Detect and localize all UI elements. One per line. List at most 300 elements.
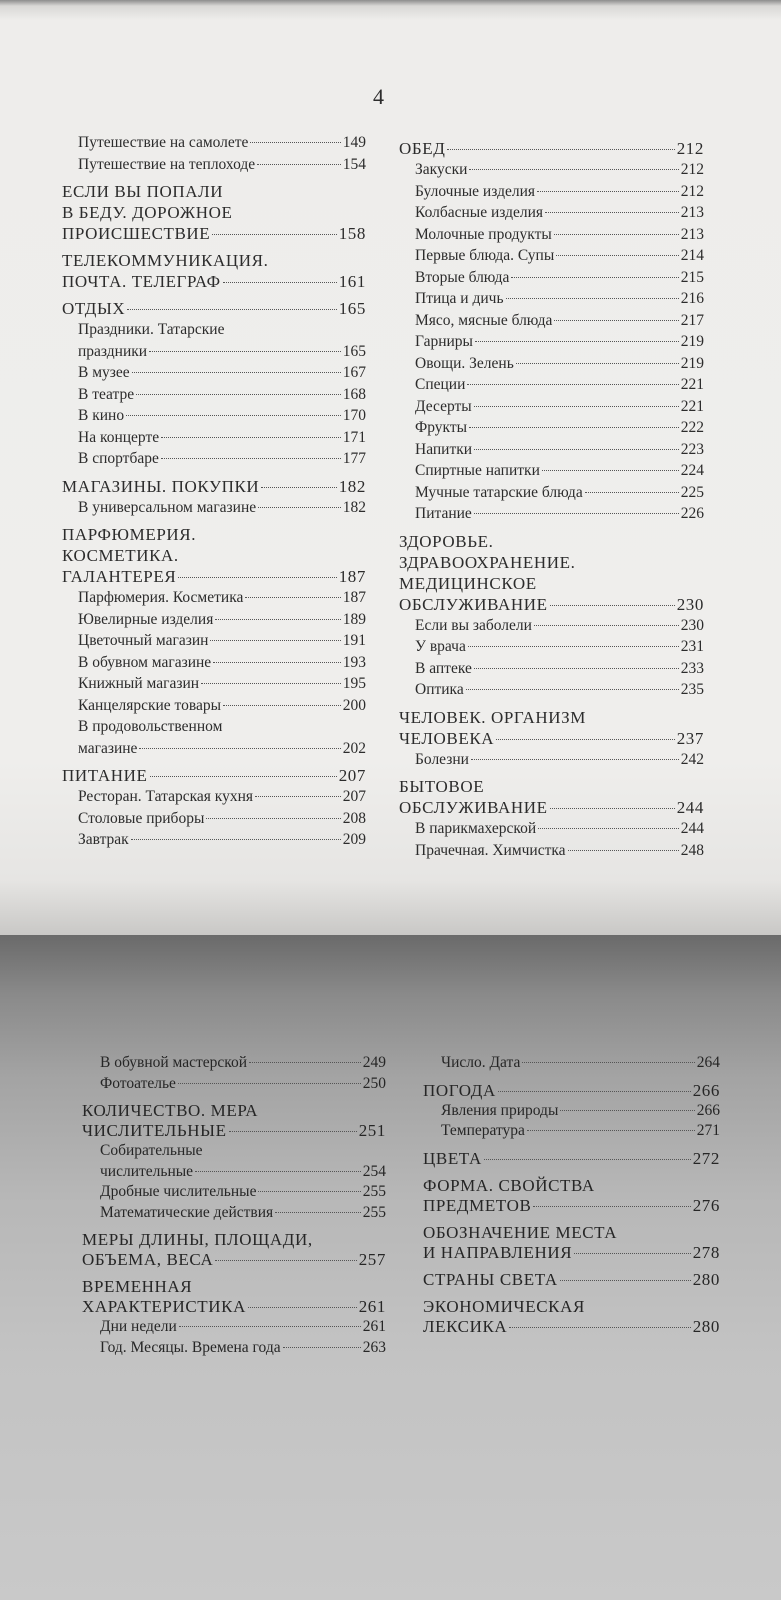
dot-leader [468, 646, 679, 647]
dot-leader [474, 668, 679, 669]
bottom-page [0, 935, 781, 1600]
dot-leader [554, 234, 679, 235]
toc-subsection [62, 319, 366, 362]
dot-leader [179, 1326, 361, 1327]
dot-leader [533, 1206, 690, 1207]
dot-leader [516, 363, 679, 364]
toc-entry-row [100, 1203, 386, 1224]
page-ref: 202 [342, 739, 366, 757]
toc-section [82, 1101, 386, 1141]
entry-title: Вторые блюда [415, 268, 510, 286]
page-ref: 207 [338, 766, 366, 785]
toc-subsection [399, 417, 704, 439]
entry-title: Первые блюда. Супы [415, 247, 555, 264]
entry-title: Если вы заболели [415, 616, 532, 634]
dot-leader [215, 1260, 356, 1261]
toc-subsection [399, 310, 704, 332]
entry-title: Гарниры [415, 333, 473, 350]
toc-subsection [399, 636, 704, 658]
entry-title: ОБЪЕМА, ВЕСА [82, 1250, 214, 1269]
page-ref: 207 [342, 788, 366, 805]
dot-leader [474, 513, 679, 514]
toc-entry-row [78, 587, 366, 609]
dot-leader [229, 1131, 357, 1132]
dot-leader [132, 372, 341, 373]
toc-section [423, 1081, 720, 1101]
toc-subsection [399, 159, 704, 181]
page-ref: 195 [342, 675, 366, 692]
entry-title-line: В продовольственном [78, 718, 223, 735]
page-ref: 230 [680, 616, 704, 634]
entry-title: ОБСЛУЖИВАНИЕ [399, 798, 548, 817]
entry-title: Фрукты [415, 419, 468, 436]
page-ref: 213 [680, 225, 704, 243]
entry-title: ПИТАНИЕ [62, 766, 148, 785]
entry-title: Книжный магазин [78, 675, 200, 692]
entry-title: Птица и дичь [415, 290, 504, 307]
page-ref: 223 [680, 440, 704, 458]
entry-title: В аптеке [415, 659, 472, 677]
page-ref: 255 [362, 1203, 386, 1221]
dot-leader [469, 427, 679, 428]
toc-subsection [423, 1101, 720, 1122]
dot-leader [550, 808, 675, 809]
dot-leader [568, 850, 679, 851]
dot-leader [560, 1110, 694, 1111]
toc-entry-row [78, 808, 366, 830]
dot-leader [585, 492, 679, 493]
toc-section [62, 298, 366, 319]
toc-entry-row [78, 786, 366, 808]
entry-title: Прачечная. Химчистка [415, 841, 566, 859]
entry-title: Фотоателье [100, 1074, 176, 1092]
entry-title: ОБЕД [399, 139, 446, 158]
entry-title: В универсальном магазине [78, 498, 257, 516]
dot-leader [206, 818, 340, 819]
entry-title: Оптика [415, 681, 464, 698]
toc-subsection [82, 1203, 386, 1224]
page-ref: 233 [680, 659, 704, 677]
page-ref: 168 [342, 385, 366, 403]
page-ref: 261 [362, 1318, 386, 1335]
toc-subsection [62, 609, 366, 631]
entry-title: Ресторан. Татарская кухня [78, 788, 254, 805]
toc-entry-row [423, 1196, 720, 1216]
entry-title: Болезни [415, 750, 469, 768]
dot-leader [475, 341, 679, 342]
toc-entry-row [415, 482, 704, 504]
entry-title-line: ОБОЗНАЧЕНИЕ МЕСТА [423, 1222, 618, 1242]
toc-entry-row [78, 154, 366, 176]
page-ref: 226 [680, 505, 704, 522]
entry-title-line: Праздники. Татарские [78, 321, 225, 338]
entry-title-line: МЕРЫ ДЛИНЫ, ПЛОЩАДИ, [82, 1230, 313, 1249]
dot-leader [527, 1130, 695, 1131]
dot-leader [466, 689, 679, 690]
page-ref: 187 [338, 567, 366, 586]
dot-leader [127, 309, 336, 310]
entry-title: И НАПРАВЛЕНИЯ [423, 1242, 573, 1262]
toc-entry-row [415, 840, 704, 862]
page-number: 4 [373, 84, 384, 109]
toc-subsection [399, 267, 704, 289]
dot-leader [257, 164, 341, 165]
page-ref: 244 [676, 798, 704, 817]
dot-leader [511, 277, 678, 278]
entry-title: ЧИСЛИТЕЛЬНЫЕ [82, 1121, 227, 1140]
toc-entry-row [415, 288, 704, 310]
page-ref: 221 [680, 376, 704, 393]
page-ref: 165 [338, 299, 366, 318]
toc-entry-row [399, 797, 704, 818]
toc-subsection [62, 427, 366, 449]
toc-column-top-right [399, 132, 704, 861]
toc-entry-row [415, 331, 704, 353]
entry-title: Математические действия [100, 1203, 274, 1221]
toc-subsection [399, 460, 704, 482]
toc-entry-row [78, 829, 366, 851]
page-ref: 187 [342, 589, 366, 606]
entry-title: Молочные продукты [415, 225, 552, 243]
page-ref: 261 [358, 1297, 386, 1316]
toc-entry-row [82, 1250, 386, 1270]
toc-subsection [399, 818, 704, 840]
page-ref: 208 [342, 809, 366, 827]
entry-title: СТРАНЫ СВЕТА [423, 1269, 558, 1289]
toc-subsection [62, 695, 366, 717]
entry-title: ПРЕДМЕТОВ [423, 1195, 532, 1215]
dot-leader [201, 683, 341, 684]
page-ref: 217 [680, 311, 704, 329]
page-ref: 264 [696, 1054, 720, 1071]
toc-subsection [62, 587, 366, 609]
toc-entry-row [78, 384, 366, 406]
page-ref: 280 [692, 1269, 720, 1289]
dot-leader [248, 1307, 357, 1308]
dot-leader [574, 1253, 690, 1254]
entry-title: У врача [415, 638, 466, 655]
dot-leader [215, 619, 340, 620]
toc-subsection [62, 716, 366, 759]
toc-subsection [399, 331, 704, 353]
page-ref: 182 [342, 498, 366, 516]
dot-leader [195, 1171, 361, 1172]
dot-leader [139, 748, 340, 749]
entry-title: Ювелирные изделия [78, 610, 214, 628]
entry-title-line: ЭКОНОМИЧЕСКАЯ [423, 1296, 585, 1316]
page-ref: 235 [680, 681, 704, 698]
toc-entry-row [399, 138, 704, 159]
toc-subsection [62, 829, 366, 851]
toc-entry-row [415, 460, 704, 482]
page-ref: 242 [680, 750, 704, 768]
entry-title-line: В БЕДУ. ДОРОЖНОЕ [62, 203, 233, 222]
dot-leader [223, 705, 341, 706]
page-ref: 221 [680, 397, 704, 415]
page-ref: 248 [680, 841, 704, 859]
page-ref: 216 [680, 290, 704, 307]
entry-title: Год. Месяцы. Времена года [100, 1338, 281, 1356]
toc-entry-row [78, 673, 366, 695]
toc-section [399, 138, 704, 159]
toc-entry-row [62, 566, 366, 587]
entry-title: ЛЕКСИКА [423, 1316, 508, 1336]
toc-subsection [62, 384, 366, 406]
page-ref: 244 [680, 820, 704, 837]
page-ref: 219 [680, 333, 704, 350]
page-ref: 276 [692, 1195, 720, 1215]
page-ref: 212 [680, 161, 704, 178]
toc-entry-row [100, 1074, 386, 1095]
entry-title-line: ВРЕМЕННАЯ [82, 1277, 193, 1296]
page-ref: 271 [696, 1122, 720, 1139]
toc-entry-row [415, 658, 704, 680]
dot-leader [522, 1062, 694, 1063]
toc-subsection [82, 1074, 386, 1095]
toc-subsection [399, 658, 704, 680]
toc-entry-row [415, 353, 704, 375]
toc-entry-row [78, 497, 366, 519]
toc-section [399, 776, 704, 818]
dot-leader [149, 351, 341, 352]
toc-entry-row [415, 636, 704, 658]
toc-section [399, 531, 704, 615]
toc-column-bottom-right [423, 1053, 720, 1337]
toc-subsection [399, 245, 704, 267]
page-ref: 165 [342, 342, 366, 360]
entry-title: В обувной мастерской [100, 1054, 248, 1071]
dot-leader [538, 828, 679, 829]
dot-leader [150, 776, 337, 777]
toc-subsection [399, 439, 704, 461]
toc-entry-row [399, 728, 704, 749]
page-ref: 209 [342, 831, 366, 848]
toc-section [62, 476, 366, 497]
entry-title: магазине [78, 739, 138, 757]
toc-subsection [399, 840, 704, 862]
dot-leader [447, 149, 674, 150]
toc-entry-row [415, 679, 704, 701]
page-ref: 182 [338, 476, 366, 496]
entry-title: Специи [415, 376, 466, 393]
toc-entry-row [62, 765, 366, 786]
page-ref: 278 [692, 1242, 720, 1262]
entry-title: Завтрак [78, 831, 129, 848]
toc-subsection [62, 786, 366, 808]
dot-leader [245, 597, 340, 598]
toc-section [423, 1176, 720, 1216]
page-ref: 266 [692, 1080, 720, 1100]
toc-subsection [399, 679, 704, 701]
toc-entry-row [399, 594, 704, 615]
toc-entry-row [441, 1053, 720, 1074]
toc-subsection [399, 224, 704, 246]
page-ref: 257 [358, 1250, 386, 1269]
toc-entry-row [415, 310, 704, 332]
dot-leader [469, 169, 678, 170]
dot-leader [542, 470, 679, 471]
page-ref: 167 [342, 364, 366, 381]
toc-section [62, 250, 366, 292]
dot-leader [261, 487, 336, 488]
entry-title-line: Собирательные [100, 1142, 203, 1159]
entry-title: ОБСЛУЖИВАНИЕ [399, 594, 548, 614]
toc-subsection [62, 652, 366, 674]
toc-section [62, 181, 366, 244]
toc-entry-row [78, 630, 366, 652]
dot-leader [498, 1091, 691, 1092]
dot-leader [178, 577, 336, 578]
dot-leader [161, 437, 341, 438]
toc-subsection [399, 615, 704, 637]
toc-entry-row [423, 1317, 720, 1337]
page-ref: 212 [676, 139, 704, 158]
entry-title: ХАРАКТЕРИСТИКА [82, 1297, 246, 1316]
toc-subsection [399, 749, 704, 771]
toc-subsection [82, 1317, 386, 1338]
dot-leader [534, 625, 679, 626]
toc-section [423, 1270, 720, 1290]
page-ref: 191 [342, 632, 366, 649]
toc-entry-row [415, 417, 704, 439]
toc-entry-row [415, 439, 704, 461]
page-ref: 251 [358, 1121, 386, 1140]
toc-section [82, 1277, 386, 1317]
toc-subsection [62, 132, 366, 154]
toc-subsection [399, 482, 704, 504]
toc-subsection [399, 181, 704, 203]
entry-title: МАГАЗИНЫ. ПОКУПКИ [62, 476, 260, 496]
toc-subsection [62, 630, 366, 652]
page-ref: 230 [676, 594, 704, 614]
toc-entry-row [82, 1297, 386, 1317]
toc-entry-row [62, 298, 366, 319]
entry-title: Число. Дата [441, 1054, 521, 1071]
dot-leader [212, 234, 336, 235]
entry-title: ГАЛАНТЕРЕЯ [62, 567, 177, 586]
toc-entry-row [100, 1317, 386, 1338]
page-ref: 170 [342, 407, 366, 424]
entry-title: Путешествие на теплоходе [78, 155, 256, 173]
page-ref: 219 [680, 354, 704, 372]
toc-subsection [399, 288, 704, 310]
dot-leader [213, 662, 341, 663]
page-ref: 213 [680, 204, 704, 221]
toc-section [62, 524, 366, 587]
entry-title-line: ФОРМА. СВОЙСТВА [423, 1175, 595, 1195]
toc-entry-row [415, 396, 704, 418]
toc-entry-row [423, 1081, 720, 1101]
toc-subsection [399, 353, 704, 375]
entry-title-line: КОЛИЧЕСТВО. МЕРА [82, 1101, 259, 1120]
toc-subsection [399, 202, 704, 224]
toc-entry-row [441, 1121, 720, 1142]
dot-leader [161, 458, 341, 459]
toc-section [399, 707, 704, 749]
dot-leader [509, 1327, 690, 1328]
dot-leader [210, 640, 340, 641]
entry-title: В спортбаре [78, 450, 159, 467]
dot-leader [545, 212, 679, 213]
entry-title: Дни недели [100, 1318, 177, 1335]
entry-title-line: ЗДРАВООХРАНЕНИЕ. [399, 552, 576, 572]
page-ref: 237 [676, 728, 704, 748]
toc-entry-row [62, 476, 366, 497]
entry-title-line: ТЕЛЕКОММУНИКАЦИЯ. [62, 251, 269, 270]
page-ref: 215 [680, 268, 704, 286]
toc-entry-row [423, 1149, 720, 1169]
entry-title: В музее [78, 364, 130, 381]
page-ref: 272 [692, 1148, 720, 1168]
page-ref: 154 [342, 155, 366, 173]
toc-column-bottom-left [82, 1053, 386, 1358]
toc-subsection [62, 362, 366, 384]
entry-title: На концерте [78, 428, 160, 446]
toc-entry-row [62, 223, 366, 244]
entry-title: Дробные числительные [100, 1183, 257, 1200]
entry-title: ПОЧТА. ТЕЛЕГРАФ [62, 272, 221, 291]
toc-section [423, 1297, 720, 1337]
entry-title: Явления природы [441, 1101, 559, 1119]
toc-entry-row [78, 738, 366, 760]
entry-title: Десерты [415, 397, 472, 415]
toc-entry-row [100, 1338, 386, 1359]
toc-entry-row [78, 132, 366, 154]
dot-leader [178, 1083, 361, 1084]
entry-title: ОТДЫХ [62, 299, 126, 318]
dot-leader [126, 415, 341, 416]
page-ref: 189 [342, 610, 366, 628]
dot-leader [258, 507, 341, 508]
page-ref: 200 [342, 696, 366, 714]
page-ref: 212 [680, 182, 704, 200]
entry-title: Мучные татарские блюда [415, 483, 583, 501]
toc-entry-row [78, 695, 366, 717]
toc-section [423, 1223, 720, 1263]
toc-entry-row [78, 652, 366, 674]
entry-title: В обувном магазине [78, 653, 212, 671]
page-ref: 249 [362, 1054, 386, 1071]
dot-leader [471, 759, 679, 760]
page-ref: 263 [362, 1338, 386, 1356]
toc-subsection [399, 396, 704, 418]
page-ref: 280 [692, 1316, 720, 1336]
page-ref: 224 [680, 462, 704, 479]
dot-leader [255, 796, 341, 797]
page-ref: 254 [362, 1162, 386, 1180]
entry-title-line: ЧЕЛОВЕК. ОРГАНИЗМ [399, 707, 586, 727]
entry-title: Питание [415, 505, 472, 522]
dot-leader [131, 839, 341, 840]
dot-leader [223, 282, 337, 283]
entry-title: В кино [78, 407, 125, 424]
entry-title: ЦВЕТА [423, 1148, 482, 1168]
toc-subsection [82, 1141, 386, 1182]
toc-subsection [62, 154, 366, 176]
toc-entry-row [78, 341, 366, 363]
dot-leader [506, 298, 679, 299]
dot-leader [537, 191, 679, 192]
entry-title: В театре [78, 385, 135, 403]
entry-title: ПРОИСШЕСТВИЕ [62, 224, 211, 243]
entry-title: ПОГОДА [423, 1080, 496, 1100]
page-ref: 171 [342, 428, 366, 446]
toc-entry-row [415, 615, 704, 637]
toc-subsection [62, 808, 366, 830]
page-ref: 214 [680, 247, 704, 264]
toc-subsection [399, 374, 704, 396]
dot-leader [554, 320, 678, 321]
